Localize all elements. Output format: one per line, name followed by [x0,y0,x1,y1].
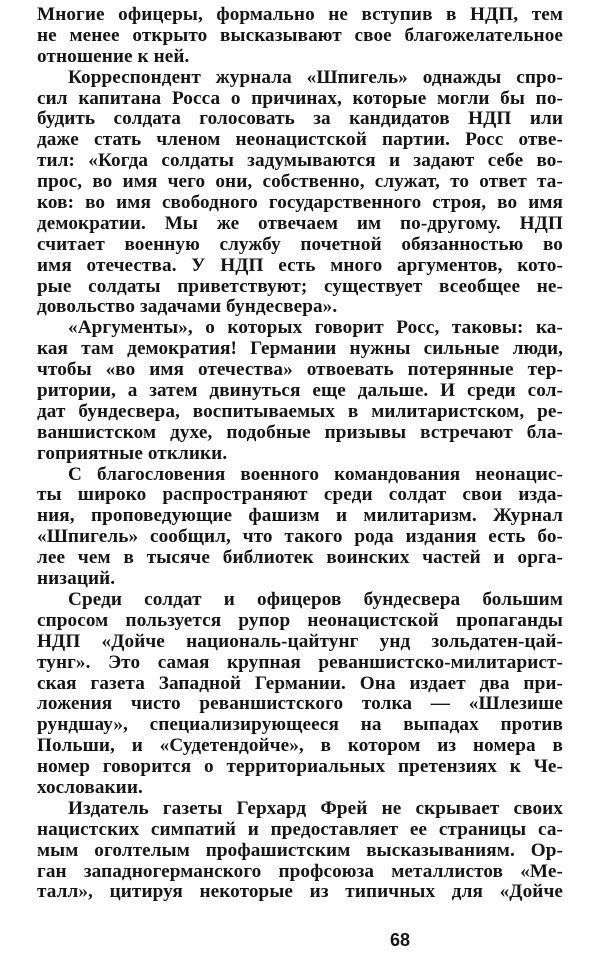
text-line: С благословения военного командования неонацис- [68,463,563,485]
text-line: номер говорится о территориальных претензиях к Че- [37,756,563,778]
text-line: Корреспондент журнала «Шпигель» однажды спро- [68,66,563,88]
paragraph [37,5,563,68]
text-line: ложения чисто реваншистского толка — «Шлезише [37,693,563,715]
text-line: НДП «Дойче националь-цайтунг унд зольдатен-цай- [37,630,563,652]
text-line: «Шпигель» сообщил, что такого рода издания есть бо- [37,526,563,548]
text-line: демократии. Мы же отвечаем им по-другому. НДП [37,212,563,234]
paragraph [37,68,563,319]
page-number: 68 [390,930,411,950]
text-line: мым оголтелым профашистским высказываниям. Ор- [37,839,563,861]
paragraph [37,465,563,590]
text-line: считает военную службу почетной обязанностью во [37,233,563,255]
text-line: Польши, и «Судетендойче», в котором из номера в [37,735,563,757]
text-line: прос, во имя чего они, собственно, служат, то ответ та- [37,171,563,193]
text-line: не менее открыто высказывают свое благожелательное [37,24,563,46]
text-line: талл», цитируя некоторые из типичных для «Дойче [37,881,563,903]
text-line: кая там демократия! Германии нужны сильные люди, [37,338,563,360]
page-body [37,5,563,903]
text-line: ская газета Западной Германии. Она издает два при- [37,672,563,694]
text-line: отношение к ней. [37,45,190,67]
text-line: хословакии. [37,776,143,798]
text-line: тил: «Когда солдаты задумываются и задают себе во- [37,150,563,172]
text-line: ритории, а затем двинуться еще дальше. И среди сол- [37,380,563,402]
text-line: Издатель газеты Герхард Фрей не скрывает своих [68,797,563,819]
paragraph [37,799,563,903]
text-line: дат бундесвера, воспитываемых в милитаристском, ре- [37,400,563,422]
text-line: нацистских симпатий и предоставляет ее страницы са- [37,818,563,840]
paragraph [37,318,563,464]
text-line: ваншистском духе, подобные призывы встречают бла- [37,421,563,443]
text-line: будить солдата голосовать за кандидатов НДП или [37,108,563,130]
text-line: чтобы «во имя отечества» отвоевать потерянные тер- [37,359,563,381]
text-line: даже стать членом неонацистской партии. Росс отве- [37,129,563,151]
text-line: имя отечества. У НДП есть много аргументов, кото- [37,254,563,276]
text-line: тунг». Это самая крупная реваншистско-милитарист- [37,651,563,673]
text-line: сил капитана Росса о причинах, которые могли бы по- [37,87,563,109]
text-line: довольство задачами бундесвера». [37,296,338,318]
paragraph [37,590,563,799]
text-line: рые солдаты приветствуют; существует всеобщее не- [37,275,563,297]
text-line: ков: во имя свободного государственного строя, во имя [37,192,563,214]
text-line: лее чем в тысяче библиотек воинских частей и орга- [37,547,563,569]
text-line: ты широко распространяют среди солдат свои изда- [37,484,563,506]
text-line: Многие офицеры, формально не вступив в НДП, тем [37,4,563,25]
text-line: Среди солдат и офицеров бундесвера большим [68,588,563,610]
text-line: ган западногерманского профсоюза металлистов «Ме- [37,860,563,882]
text-line: «Аргументы», о которых говорит Росс, таковы: ка- [68,317,563,339]
text-line: спросом пользуется рупор неонацистской пропаганды [37,609,563,631]
text-line: рундшау», специализирующееся на выпадах против [37,714,563,736]
text-line: низаций. [37,568,116,590]
text-line: ния, проповедующие фашизм и милитаризм. Журнал [37,505,563,527]
text-line: гоприятные отклики. [37,442,228,464]
